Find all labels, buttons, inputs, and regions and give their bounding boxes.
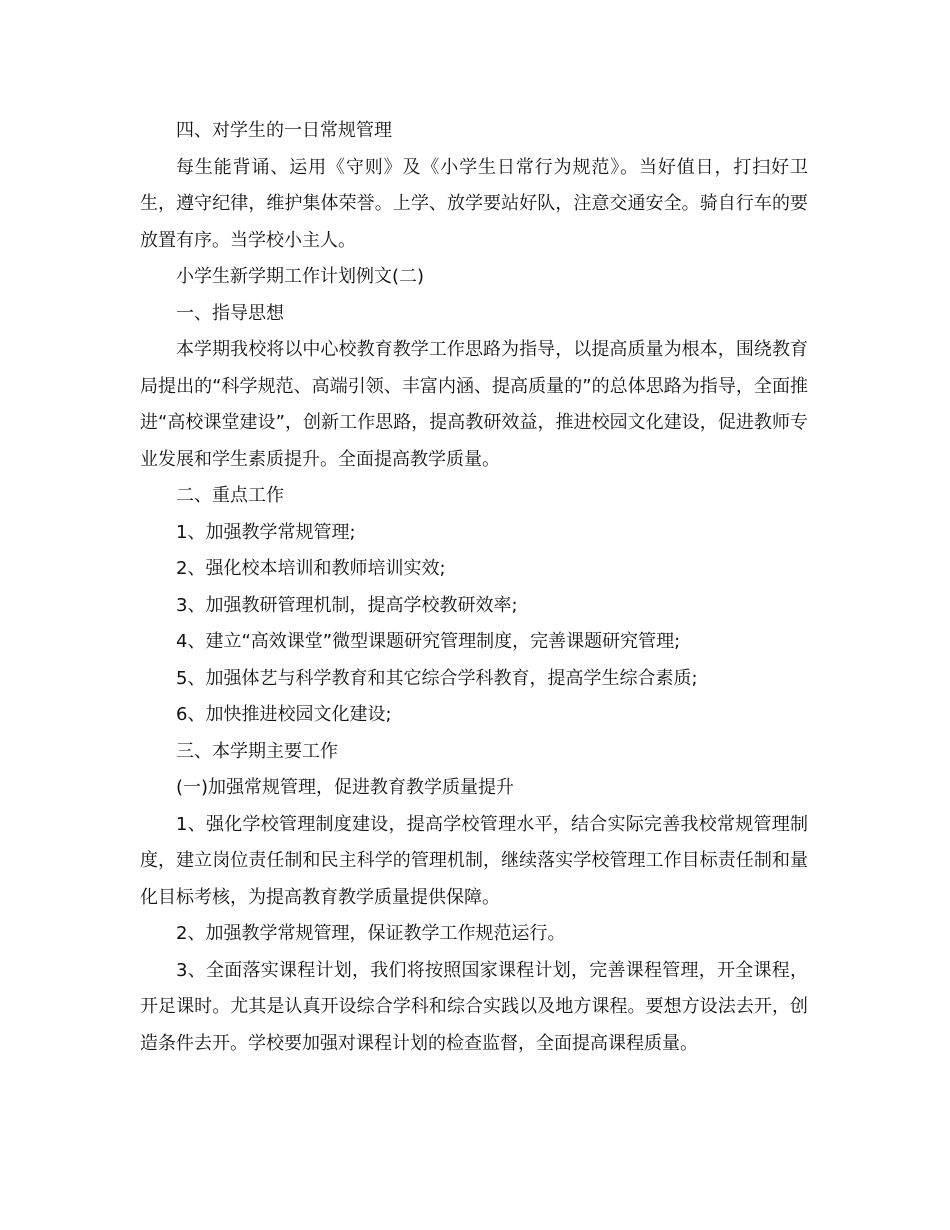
body-paragraph: 本学期我校将以中心校教育教学工作思路为指导，以提高质量为根本，围绕教育局提出的“科学规范、高端引领、丰富内涵、提高质量的”的总体思路为指导，全面推进“高校课堂建设”，创新工作思路，提高教研效益，推进校园文化建设，促进教师专业发展和学生素质提升。全面提高教学质量。 bbox=[140, 339, 808, 470]
section-heading-1: 一、指导思想 bbox=[176, 302, 284, 324]
body-paragraph: 3、全面落实课程计划，我们将按照国家课程计划，完善课程管理，开全课程，开足课时。尤其是认真开设综合学科和综合实践以及地方课程。要想方设法去开，创造条件去开。学校要加强对课程计划的检查监督，全面提高课程质量。 bbox=[140, 959, 808, 1054]
body-paragraph: 1、强化学校管理制度建设，提高学校管理水平，结合实际完善我校常规管理制度，建立岗位责任制和民主科学的管理机制，继续落实学校管理工作目标责任制和量化目标考核，为提高教育教学质量提供保障。 bbox=[140, 813, 808, 908]
list-item: 3、加强教研管理机制，提高学校教研效率; bbox=[176, 594, 518, 616]
list-item: 6、加快推进校园文化建设; bbox=[176, 704, 392, 725]
subsection-heading: (一)加强常规管理，促进教育教学质量提升 bbox=[176, 777, 515, 798]
body-paragraph: 2、加强教学常规管理，保证教学工作规范运行。 bbox=[176, 923, 566, 944]
section-heading-4: 四、对学生的一日常规管理 bbox=[176, 120, 392, 141]
section-heading-2: 二、重点工作 bbox=[176, 485, 284, 506]
list-item: 4、建立“高效课堂”微型课题研究管理制度，完善课题研究管理; bbox=[176, 631, 681, 652]
list-item: 2、强化校本培训和教师培训实效; bbox=[176, 558, 446, 579]
section-heading-3: 三、本学期主要工作 bbox=[176, 740, 338, 762]
document-subtitle: 小学生新学期工作计划例文(二) bbox=[176, 266, 425, 287]
body-paragraph: 每生能背诵、运用《守则》及《小学生日常行为规范》。当好值日，打扫好卫生，遵守纪律，维护集体荣誉。上学、放学要站好队，注意交通安全。骑自行车的要放置有序。当学校小主人。 bbox=[140, 156, 808, 251]
list-item: 1、加强教学常规管理; bbox=[176, 521, 356, 543]
document-body bbox=[140, 113, 808, 1062]
list-item: 5、加强体艺与科学教育和其它综合学科教育，提高学生综合素质; bbox=[176, 667, 698, 689]
